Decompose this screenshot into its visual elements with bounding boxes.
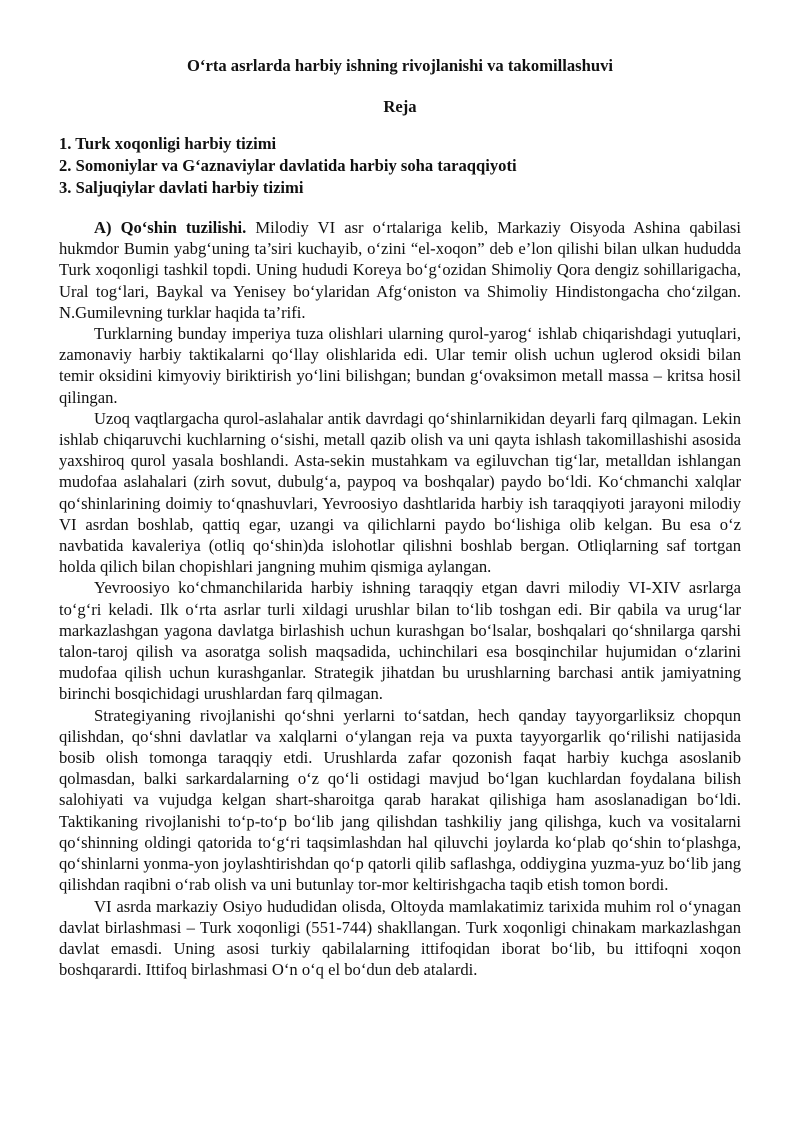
plan-item: 1. Turk xoqonligi harbiy tizimi xyxy=(59,134,277,153)
body-text xyxy=(59,217,741,980)
paragraph-text: Milodiy VI asr o‘rtalariga kelib, Markaziy Oisyoda Ashina qabilasi hukmdor Bumin yabg‘uning ta’siri kuchayib, o‘zini “el-xoqon” deb e’lon qilishi bilan ulkan hududda Turk xoqonligi tashkil topdi. Uning hududi Koreya bo‘g‘ozidan Shimoliy Qora dengiz sohillarigacha, Ural tog‘lari, Baykal va Yenisey bo‘ylaridan Afg‘oniston va Shimoliy Hindistongacha cho‘zilgan. N.Gumilevning turklar haqida ta’rifi. xyxy=(59,218,741,322)
document-page xyxy=(59,55,741,980)
paragraph: Turklarning bunday imperiya tuza olishlari ularning qurol-yarog‘ ishlab chiqarishdagi yutuqlari, zamonaviy harbiy taktikalarni qo‘llay olishlarida edi. Ular temir olish uchun uglerod oksidi bilan temir oksidini kimyoviy biriktirish yo‘lini bilishgan; bundan g‘ovaksimon metall massa – kritsa hosil qilingan. xyxy=(59,324,741,407)
paragraph: Uzoq vaqtlargacha qurol-aslahalar antik davrdagi qo‘shinlarnikidan deyarli farq qilmagan. Lekin ishlab chiqaruvchi kuchlarning o‘sishi, metall qazib olish va uni qayta ishlash takomillashishi asosida yaxshiroq qurol yasala boshlandi. Asta-sekin mustahkam va egiluvchan tig‘lar, metalldan ishlangan mudofaa aslahalari (zirh sovut, dubulg‘a, paypoq va boshqalar) paydo bo‘ldi. Ko‘chmanchi xalqlar qo‘shinlarining doimiy to‘qnashuvlari, Yevroosiyo dashtlarida harbiy ish taraqqiyoti jarayoni milodiy VI asrdan boshlab, qattiq egar, uzangi va qilichlarni paydo bo‘lishiga olib kelgan. Bu esa o‘z navbatida kavaleriya (otliq qo‘shin)da islohotlar qilishni boshlab bergan. Otliqlarning saf tortgan holda qilich bilan chopishlari jangning muhim qismiga aylangan. xyxy=(59,408,741,577)
plan-list xyxy=(59,133,741,199)
plan-item: 3. Saljuqiylar davlati harbiy tizimi xyxy=(59,178,304,197)
section-lead: A) Qo‘shin tuzilishi. xyxy=(94,218,247,237)
plan-item: 2. Somoniylar va G‘aznaviylar davlatida harbiy soha taraqqiyoti xyxy=(59,156,517,175)
paragraph xyxy=(59,217,741,323)
paragraph: Yevroosiyo ko‘chmanchilarida harbiy ishning taraqqiy etgan davri milodiy VI-XIV asrlarga to‘g‘ri keladi. Ilk o‘rta asrlar turli xildagi urushlar bilan to‘lib toshgan edi. Bir qabila va urug‘lar markazlashgan yagona davlatga birlashish uchun kurashgan bo‘lsalar, boshqalari qo‘shnilarga qarshi talon-taroj qilish va asoratga solish maqsadida, uchinchilari esa bosqinchilar hujumidan o‘zlarini mudofaa qilish uchun kurashganlar. Strategik jihatdan bu urushlarning barchasi antik jamiyatning birinchi bosqichidagi urushlardan farq qilmagan. xyxy=(59,578,741,704)
plan-heading: Reja xyxy=(383,97,417,116)
page-title: O‘rta asrlarda harbiy ishning rivojlanishi va takomillashuvi xyxy=(187,56,613,75)
paragraph: VI asrda markaziy Osiyo hududidan olisda, Oltoyda mamlakatimiz tarixida muhim rol o‘ynagan davlat birlashmasi – Turk xoqonligi (551-744) shakllangan. Turk xoqonligi chinakam markazlashgan davlat emasdi. Uning asosi turkiy qabilalarning ittifoqidan iborat bo‘lib, bu ittifoqni xoqon boshqarardi. Ittifoq birlashmasi O‘n o‘q el bo‘dun deb atalardi. xyxy=(59,896,741,980)
paragraph: Strategiyaning rivojlanishi qo‘shni yerlarni to‘satdan, hech qanday tayyorgarliksiz chopqun qilishdan, qo‘shni davlatlar va xalqlarni o‘ylangan reja va puxta tayyorgarlik qo‘rilishi natijasida bosib olish tomonga taraqqiy etdi. Urushlarda zafar qozonish faqat harbiy kuchga asoslanib qolmasdan, balki sarkardalarning o‘z qo‘li ostidagi mavjud bo‘lgan kuchlardan foydalana bilish salohiyati va vujudga kelgan shart-sharoitga qarab harakat qilishiga ham asoslanadigan bo‘ldi. Taktikaning rivojlanishi to‘p-to‘p bo‘lib jang qilishdan tashkiliy jang qilishga, kuch va vositalarni qo‘shinning oldingi qatorida to‘g‘ri taqsimlashdan hal qiluvchi joylarda ko‘plab qo‘shin to‘plashga, qo‘shinlarni yonma-yon joylashtirishdan qo‘p qatorli qilib saflashga, oddiygina yuzma-yuz bo‘lib jang qilishdan raqibni o‘rab olish va uni butunlay tor-mor keltirishgacha taqib etish tomon bordi. xyxy=(59,705,741,895)
